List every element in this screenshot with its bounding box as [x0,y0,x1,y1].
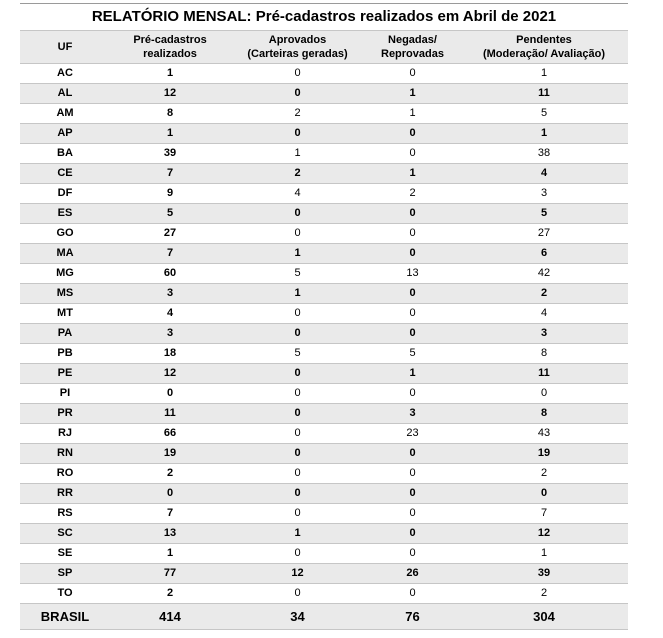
value-cell: 19 [460,444,628,464]
total-row-brasil [20,604,628,630]
value-cell: 12 [230,564,365,584]
table-row-ro [20,464,628,484]
value-cell: 0 [230,84,365,104]
table-row-pe [20,364,628,384]
value-cell: 12 [110,364,230,384]
value-cell: 38 [460,144,628,164]
value-cell: 0 [460,384,628,404]
uf-cell: GO [20,224,110,244]
uf-cell: RR [20,484,110,504]
uf-cell: TO [20,584,110,604]
value-cell: 0 [365,124,460,144]
value-cell: 3 [110,284,230,304]
column-header-label: Pendentes [516,34,572,46]
total-value-cell: 414 [110,604,230,630]
value-cell: 0 [365,204,460,224]
value-cell: 0 [230,424,365,444]
value-cell: 1 [230,144,365,164]
table-row-es [20,204,628,224]
value-cell: 8 [460,344,628,364]
value-cell: 0 [365,584,460,604]
value-cell: 0 [365,464,460,484]
value-cell: 6 [460,244,628,264]
table-row-ac [20,64,628,84]
table-row-rn [20,444,628,464]
table-row-al [20,84,628,104]
value-cell: 0 [365,484,460,504]
value-cell: 1 [365,164,460,184]
uf-cell: CE [20,164,110,184]
table-row-to [20,584,628,604]
value-cell: 11 [460,84,628,104]
value-cell: 2 [110,464,230,484]
uf-cell: SE [20,544,110,564]
column-header-subtitle: Reprovadas [381,48,444,60]
uf-cell: MG [20,264,110,284]
value-cell: 0 [230,404,365,424]
value-cell: 3 [110,324,230,344]
value-cell: 2 [460,284,628,304]
uf-cell: PI [20,384,110,404]
value-cell: 2 [230,164,365,184]
table-row-rr [20,484,628,504]
value-cell: 0 [365,504,460,524]
table-row-pa [20,324,628,344]
value-cell: 60 [110,264,230,284]
value-cell: 12 [460,524,628,544]
value-cell: 3 [365,404,460,424]
value-cell: 1 [230,244,365,264]
value-cell: 2 [460,584,628,604]
value-cell: 1 [365,364,460,384]
table-row-ma [20,244,628,264]
value-cell: 2 [110,584,230,604]
value-cell: 0 [365,524,460,544]
report-title: RELATÓRIO MENSAL: Pré-cadastros realizados em Abril de 2021 [20,3,628,30]
value-cell: 0 [230,384,365,404]
value-cell: 4 [230,184,365,204]
uf-cell: AC [20,64,110,84]
table-row-pr [20,404,628,424]
value-cell: 2 [365,184,460,204]
value-cell: 19 [110,444,230,464]
value-cell: 43 [460,424,628,444]
value-cell: 7 [460,504,628,524]
value-cell: 0 [230,484,365,504]
value-cell: 1 [110,64,230,84]
value-cell: 0 [460,484,628,504]
value-cell: 0 [365,444,460,464]
value-cell: 0 [110,484,230,504]
value-cell: 7 [110,164,230,184]
value-cell: 23 [365,424,460,444]
uf-cell: ES [20,204,110,224]
value-cell: 0 [230,324,365,344]
value-cell: 2 [230,104,365,124]
value-cell: 1 [460,124,628,144]
value-cell: 9 [110,184,230,204]
value-cell: 1 [460,64,628,84]
value-cell: 8 [460,404,628,424]
value-cell: 0 [230,64,365,84]
table-row-am [20,104,628,124]
table-row-go [20,224,628,244]
value-cell: 26 [365,564,460,584]
value-cell: 0 [365,304,460,324]
value-cell: 1 [230,284,365,304]
uf-cell: AP [20,124,110,144]
uf-cell: RS [20,504,110,524]
value-cell: 13 [110,524,230,544]
uf-cell: PE [20,364,110,384]
table-row-pi [20,384,628,404]
uf-cell: SP [20,564,110,584]
uf-cell: RO [20,464,110,484]
table-row-ap [20,124,628,144]
value-cell: 0 [365,544,460,564]
value-cell: 27 [110,224,230,244]
value-cell: 39 [460,564,628,584]
column-header-aprovados [230,31,365,64]
column-header-precadastros [110,31,230,64]
value-cell: 5 [365,344,460,364]
value-cell: 11 [110,404,230,424]
value-cell: 3 [460,324,628,344]
value-cell: 5 [230,344,365,364]
value-cell: 1 [110,544,230,564]
value-cell: 0 [365,64,460,84]
value-cell: 0 [230,204,365,224]
column-header-subtitle: (Carteiras geradas) [247,48,348,60]
value-cell: 0 [230,124,365,144]
header-row [20,31,628,64]
value-cell: 7 [110,504,230,524]
total-value-cell: 304 [460,604,628,630]
table-row-sc [20,524,628,544]
column-header-label: Negadas/ [388,34,437,46]
column-header-label: Aprovados [268,34,327,46]
value-cell: 0 [230,444,365,464]
column-header-pendentes [460,31,628,64]
value-cell: 1 [230,524,365,544]
value-cell: 1 [460,544,628,564]
table-row-df [20,184,628,204]
column-header-label: Pré-cadastros [133,34,207,46]
table-row-ce [20,164,628,184]
column-header-label: UF [57,41,73,53]
value-cell: 0 [230,224,365,244]
uf-cell: PB [20,344,110,364]
value-cell: 5 [460,204,628,224]
value-cell: 0 [365,224,460,244]
value-cell: 1 [365,84,460,104]
table-row-se [20,544,628,564]
value-cell: 2 [460,464,628,484]
uf-cell: AM [20,104,110,124]
uf-cell: MS [20,284,110,304]
value-cell: 5 [230,264,365,284]
table-body [20,64,628,604]
column-header-subtitle: realizados [143,48,197,60]
column-header-subtitle: (Moderação/ Avaliação) [482,48,606,60]
value-cell: 4 [110,304,230,324]
uf-cell: AL [20,84,110,104]
value-cell: 0 [365,244,460,264]
value-cell: 5 [110,204,230,224]
total-value-cell: 34 [230,604,365,630]
value-cell: 8 [110,104,230,124]
column-header-uf [20,31,110,64]
value-cell: 12 [110,84,230,104]
total-value-cell: 76 [365,604,460,630]
value-cell: 11 [460,364,628,384]
value-cell: 0 [365,284,460,304]
value-cell: 0 [230,364,365,384]
uf-cell: PR [20,404,110,424]
total-label-cell: BRASIL [20,604,110,630]
value-cell: 7 [110,244,230,264]
uf-cell: DF [20,184,110,204]
value-cell: 0 [110,384,230,404]
column-header-negadas [365,31,460,64]
value-cell: 0 [365,384,460,404]
value-cell: 5 [460,104,628,124]
uf-cell: MA [20,244,110,264]
value-cell: 0 [230,504,365,524]
uf-cell: PA [20,324,110,344]
value-cell: 39 [110,144,230,164]
value-cell: 1 [110,124,230,144]
uf-cell: RJ [20,424,110,444]
uf-cell: MT [20,304,110,324]
table-row-mg [20,264,628,284]
value-cell: 27 [460,224,628,244]
table-header [20,31,628,64]
value-cell: 77 [110,564,230,584]
value-cell: 42 [460,264,628,284]
table-footer [20,604,628,630]
value-cell: 0 [230,584,365,604]
value-cell: 0 [230,464,365,484]
value-cell: 18 [110,344,230,364]
value-cell: 0 [230,304,365,324]
value-cell: 4 [460,164,628,184]
table-row-ms [20,284,628,304]
uf-cell: BA [20,144,110,164]
uf-precadastros-table [20,30,628,630]
value-cell: 0 [365,324,460,344]
value-cell: 13 [365,264,460,284]
uf-cell: SC [20,524,110,544]
table-row-rj [20,424,628,444]
table-row-rs [20,504,628,524]
value-cell: 0 [365,144,460,164]
table-row-pb [20,344,628,364]
value-cell: 3 [460,184,628,204]
value-cell: 1 [365,104,460,124]
monthly-report [20,3,628,630]
table-row-ba [20,144,628,164]
value-cell: 66 [110,424,230,444]
value-cell: 0 [230,544,365,564]
table-row-mt [20,304,628,324]
uf-cell: RN [20,444,110,464]
value-cell: 4 [460,304,628,324]
table-row-sp [20,564,628,584]
